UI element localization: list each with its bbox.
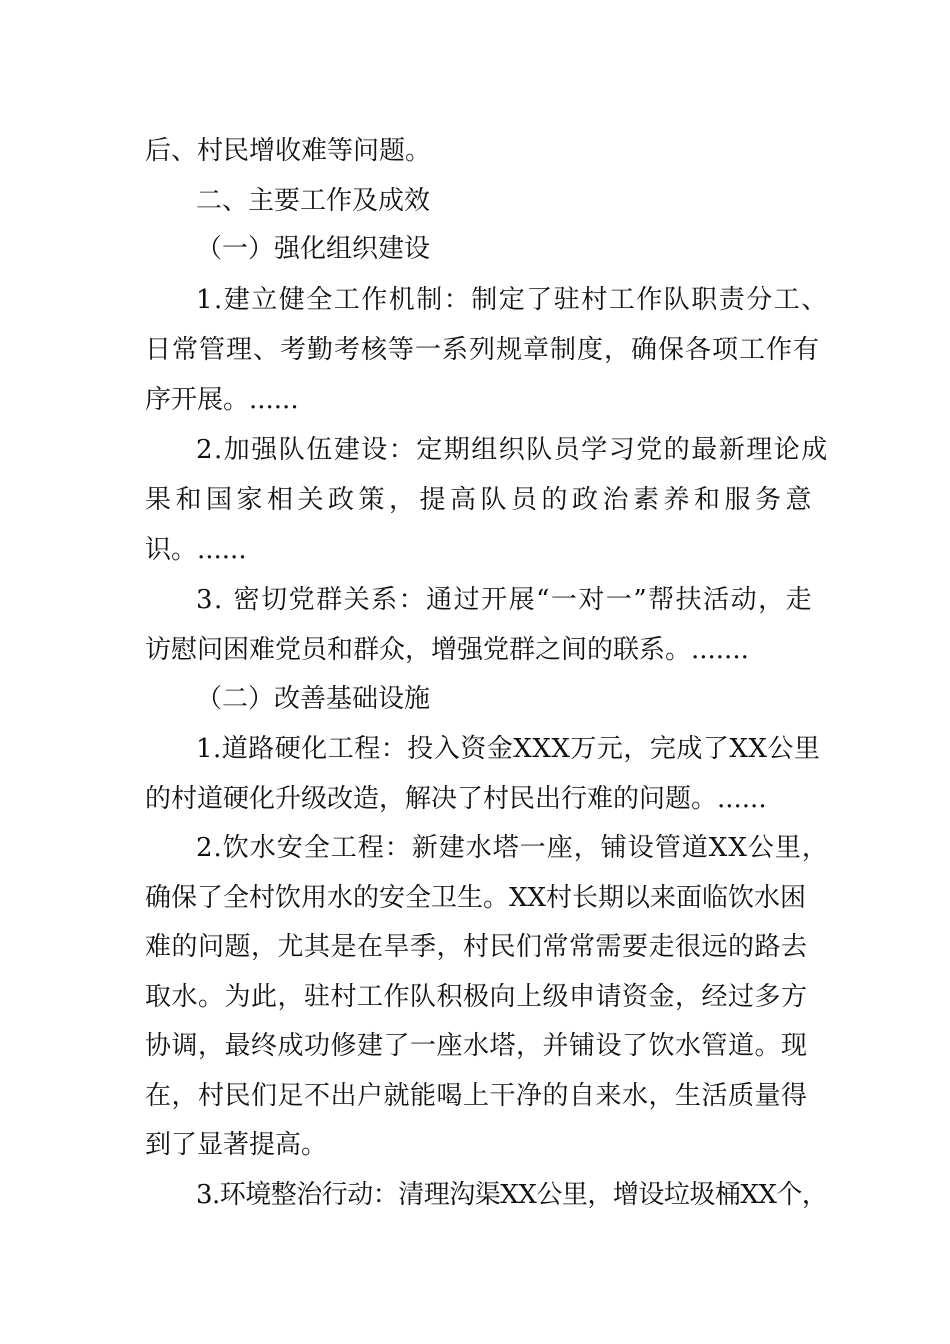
paragraph-line [0,873,950,923]
paragraph-text: 确保了全村饮用水的安全卫生。XX村长期以来面临饮水困 [145,883,807,913]
paragraph-line [0,575,950,625]
paragraph-text: 序开展。...... [145,385,299,415]
paragraph-line [0,275,950,325]
subsection-heading [0,224,950,274]
paragraph-line [0,1120,950,1170]
paragraph-line [0,823,950,873]
paragraph-line [0,922,950,972]
paragraph-text: 1.道路硬化工程：投入资金XXX万元，完成了XX公里 [196,734,821,764]
paragraph-text: 2.加强队伍建设：定期组织队员学习党的最新理论成 [196,435,829,465]
paragraph-line [0,1071,950,1121]
paragraph-line [0,1170,950,1220]
paragraph-text: 难的问题，尤其是在旱季，村民们常常需要走很远的路去 [145,932,808,962]
paragraph-text: 取水。为此，驻村工作队积极向上级申请资金，经过多方 [145,982,808,1012]
paragraph-line [0,126,950,176]
paragraph-text: 果和国家相关政策，提高队员的政治素养和服务意 [145,485,817,515]
paragraph-text: 到了显著提高。 [145,1130,328,1160]
paragraph-line [0,525,950,575]
paragraph-text: 访慰问困难党员和群众，增强党群之间的联系。....... [145,635,749,665]
paragraph-text: 协调，最终成功修建了一座水塔，并铺设了饮水管道。现 [145,1031,808,1061]
section-two-heading: 二、主要工作及成效 [196,186,431,216]
paragraph-text: 日常管理、考勤考核等一系列规章制度，确保各项工作有 [145,335,821,365]
paragraph-text: 3. 密切党群关系：通过开展“一对一”帮扶活动，走 [196,585,814,615]
paragraph-text: 3.环境整治行动：清理沟渠XX公里，增设垃圾桶XX个， [196,1180,828,1210]
paragraph-text: 2.饮水安全工程：新建水塔一座，铺设管道XX公里， [196,833,829,863]
paragraph-line [0,774,950,824]
paragraph-line [0,1021,950,1071]
paragraph-text: 1.建立健全工作机制：制定了驻村工作队职责分工、 [196,285,829,315]
paragraph-text: 的村道硬化升级改造，解决了村民出行难的问题。...... [145,784,767,814]
subsection-heading [0,674,950,724]
paragraph-line [0,475,950,525]
sub-one-heading: （一）强化组织建设 [196,234,431,264]
paragraph-line [0,724,950,774]
intro-tail-text: 后、村民增收难等问题。 [145,136,432,166]
sub-two-heading: （二）改善基础设施 [196,684,431,714]
paragraph-line [0,625,950,675]
paragraph-text: 识。...... [145,535,247,565]
paragraph-line [0,375,950,425]
section-heading [0,176,950,226]
paragraph-line [0,425,950,475]
paragraph-text: 在，村民们足不出户就能喝上干净的自来水，生活质量得 [145,1081,808,1111]
paragraph-line [0,972,950,1022]
paragraph-line [0,325,950,375]
